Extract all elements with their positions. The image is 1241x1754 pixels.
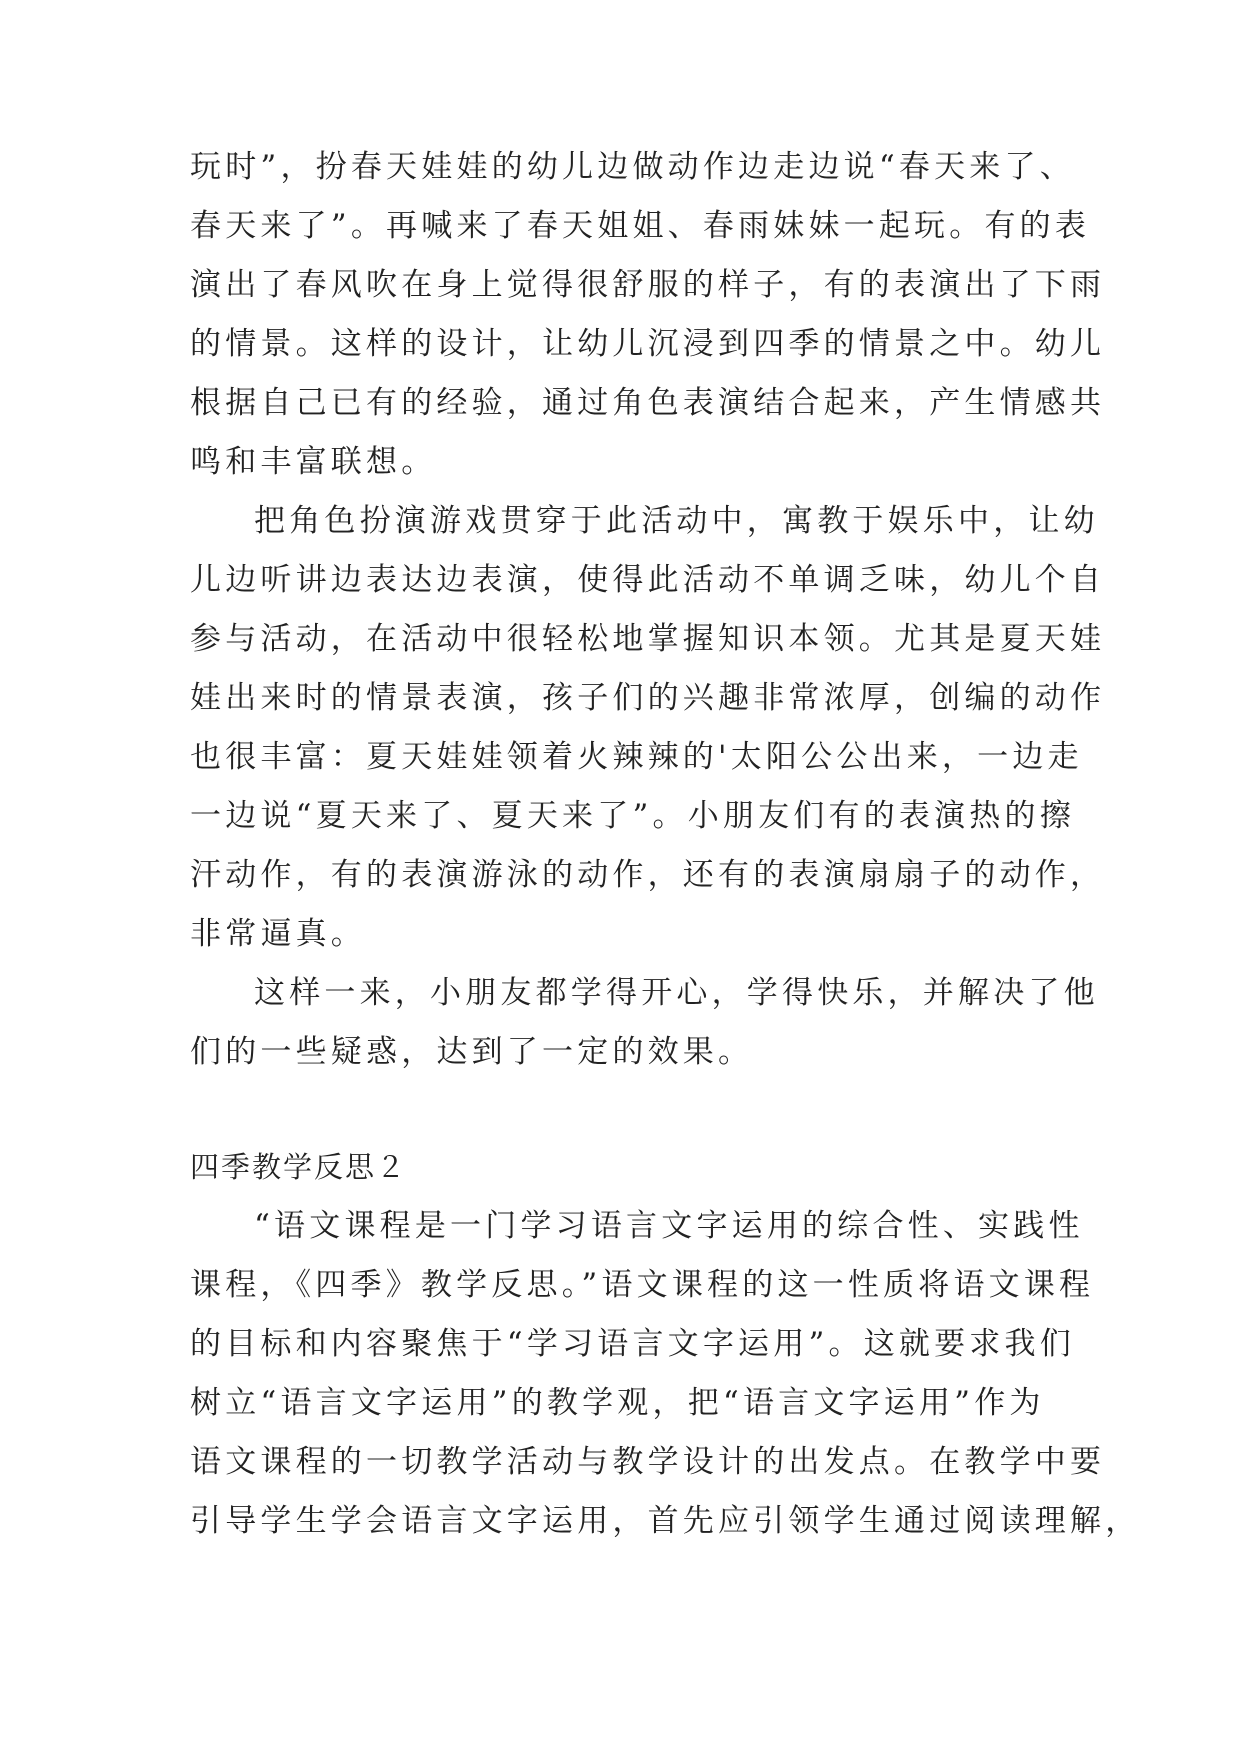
text-line: 的情景。这样的设计，让幼儿沉浸到四季的情景之中。幼儿	[190, 326, 1106, 362]
text-line: 娃出来时的情景表演，孩子们的兴趣非常浓厚，创编的动作	[190, 680, 1106, 716]
paragraph	[190, 138, 1106, 492]
text-line: 引导学生学会语言文字运用，首先应引领学生通过阅读理解，	[190, 1503, 1141, 1539]
paragraph	[190, 964, 1099, 1082]
section-heading: 四季教学反思２	[190, 1150, 408, 1184]
text-line: 树立“语言文字运用”的教学观，把“语言文字运用”作为	[190, 1385, 1045, 1421]
text-line: 根据自己已有的经验，通过角色表演结合起来，产生情感共	[190, 385, 1106, 421]
text-line: 演出了春风吹在身上觉得很舒服的样子，有的表演出了下雨	[190, 267, 1106, 303]
text-line: 一边说“夏天来了、夏天来了”。小朋友们有的表演热的擦	[190, 798, 1075, 834]
text-line: 参与活动，在活动中很轻松地掌握知识本领。尤其是夏天娃	[190, 621, 1106, 657]
text-line: 鸣和丰富联想。	[190, 444, 437, 480]
text-line: 也很丰富：夏天娃娃领着火辣辣的'太阳公公出来，一边走	[190, 739, 1083, 775]
text-line: 们的一些疑惑，达到了一定的效果。	[190, 1034, 754, 1070]
text-line: 把角色扮演游戏贯穿于此活动中，寓教于娱乐中，让幼	[254, 503, 1099, 539]
text-line: 春天来了”。再喊来了春天姐姐、春雨妹妹一起玩。有的表	[190, 208, 1091, 244]
text-line: 的目标和内容聚焦于“学习语言文字运用”。这就要求我们	[190, 1326, 1075, 1362]
text-line: 这样一来，小朋友都学得开心，学得快乐，并解决了他	[254, 975, 1099, 1011]
document-page	[190, 138, 1141, 1551]
text-line: 儿边听讲边表达边表演，使得此活动不单调乏味，幼儿个自	[190, 562, 1106, 598]
text-line: 课程，《四季》教学反思。”语文课程的这一性质将语文课程	[190, 1267, 1095, 1303]
text-line: 非常逼真。	[190, 916, 366, 952]
text-line: 玩时”，扮春天娃娃的幼儿边做动作边走边说“春天来了、	[190, 149, 1075, 185]
text-line: 汗动作，有的表演游泳的动作，还有的表演扇扇子的动作，	[190, 857, 1106, 893]
paragraph	[190, 1197, 1141, 1551]
text-line: “语文课程是一门学习语言文字运用的综合性、实践性	[254, 1208, 1084, 1244]
paragraph	[190, 492, 1106, 964]
text-line: 语文课程的一切教学活动与教学设计的出发点。在教学中要	[190, 1444, 1106, 1480]
